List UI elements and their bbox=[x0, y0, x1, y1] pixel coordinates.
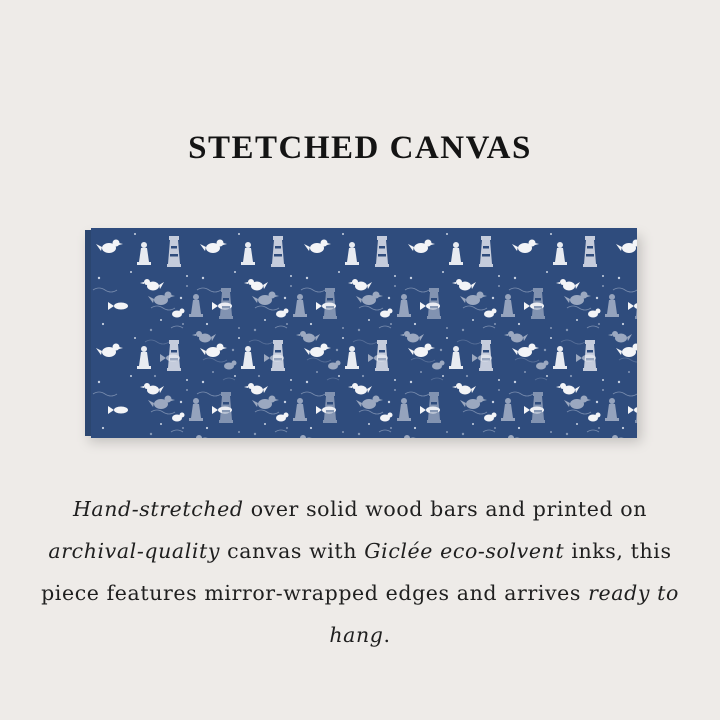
description-emphasis-giclee: Giclée eco-solvent bbox=[364, 539, 565, 563]
pattern-artwork bbox=[91, 228, 637, 438]
description-emphasis-ready: ready to hang bbox=[329, 581, 679, 647]
canvas-print-pattern bbox=[91, 228, 637, 438]
description-text: inks, this piece features mirror-wrapped edges and arrives bbox=[41, 539, 672, 605]
description-emphasis-archival: archival-quality bbox=[48, 539, 221, 563]
product-description bbox=[40, 488, 680, 656]
canvas-product-image bbox=[85, 228, 637, 440]
description-text: over solid wood bars and printed on bbox=[243, 497, 648, 521]
description-text: canvas with bbox=[220, 539, 365, 563]
page-title: STETCHED CANVAS bbox=[188, 130, 532, 166]
description-text: . bbox=[383, 623, 391, 647]
description-emphasis-hand-stretched: Hand-stretched bbox=[72, 497, 244, 521]
